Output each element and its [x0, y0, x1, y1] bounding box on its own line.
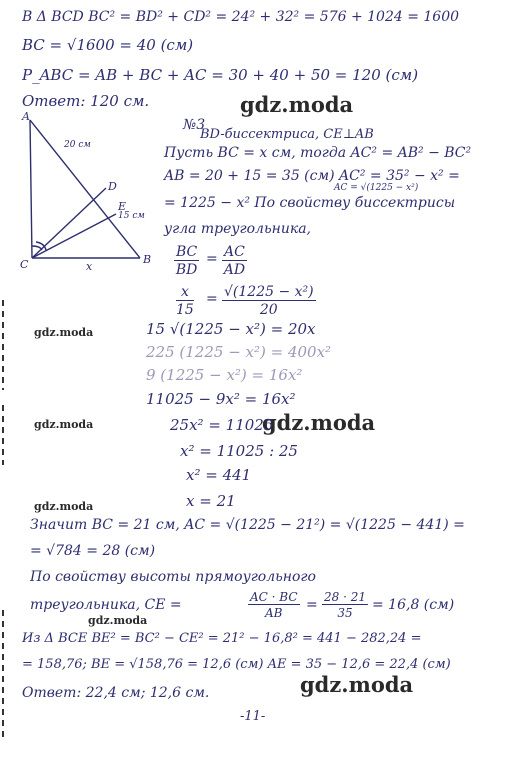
- ce-result: = 16,8 (см): [372, 597, 455, 613]
- given-line: BD-биссектриса, CE⊥AB: [200, 127, 374, 142]
- fraction-numerator: AC: [224, 244, 245, 260]
- equation-2: 225 (1225 − x²) = 400x²: [146, 343, 332, 361]
- fraction-numerator: BC: [176, 244, 198, 260]
- side-ac: [30, 120, 32, 258]
- margin-dash: [2, 405, 4, 465]
- equation-3: 9 (1225 − x²) = 16x²: [146, 366, 303, 384]
- fraction-root-20: [222, 284, 316, 318]
- vertex-b: B: [143, 253, 152, 266]
- let-line: Пусть BC = x см, тогда AC² = AB² − BC²: [164, 145, 472, 161]
- be-squared-line: Из Δ BCE BE² = BC² − CE² = 21² − 16,8² = 441 − 282,24 =: [22, 631, 422, 646]
- bisector-cd: [32, 188, 106, 258]
- fraction-denominator: 35: [337, 606, 353, 620]
- length-cb: x: [86, 260, 93, 273]
- watermark: gdz.moda: [262, 410, 376, 435]
- fraction-ce-values: [322, 590, 368, 620]
- ac-value-line: = √784 = 28 (см): [30, 543, 156, 559]
- fraction-numerator: 28 · 21: [324, 590, 366, 604]
- vertex-a: A: [22, 110, 30, 123]
- watermark: gdz.moda: [34, 326, 94, 339]
- equals-sign: =: [206, 251, 218, 267]
- fraction-denominator: BD: [175, 262, 198, 278]
- fraction-denominator: 15: [176, 302, 194, 318]
- answer-2: Ответ: 22,4 см; 12,6 см.: [22, 685, 210, 701]
- equation-1: 15 √(1225 − x²) = 20x: [146, 320, 316, 338]
- fraction-numerator: x: [176, 284, 194, 301]
- height-ce: [32, 214, 116, 258]
- fraction-denominator: 20: [259, 302, 278, 318]
- fraction-numerator: AC · BC: [250, 590, 298, 604]
- fraction-denominator: AD: [223, 262, 246, 278]
- watermark: gdz.moda: [300, 672, 414, 697]
- vertex-e: E: [118, 200, 127, 213]
- watermark: gdz.moda: [34, 500, 94, 513]
- ab-line: AB = 20 + 15 = 35 (см) AC² = 35² − x² =: [164, 168, 460, 184]
- watermark: gdz.moda: [240, 92, 354, 117]
- therefore-line: Значит BC = 21 см, AC = √(1225 − 21²) = √(1225 − 441) =: [30, 517, 465, 533]
- length-db: 15 см: [118, 211, 145, 221]
- fraction-ac-ad: [222, 244, 247, 278]
- angle-line: угла треугольника,: [164, 221, 311, 237]
- answer-1: Ответ: 120 см.: [22, 92, 150, 110]
- margin-dash: [2, 610, 4, 740]
- vertex-c: C: [20, 258, 29, 271]
- fraction-denominator: AB: [265, 606, 283, 620]
- length-ad: 20 см: [64, 140, 91, 150]
- ce-line: треугольника, CE =: [30, 597, 182, 613]
- fraction-x-15: [176, 284, 194, 318]
- problem-number: №3: [183, 117, 206, 133]
- fraction-ce-formula: [248, 590, 300, 620]
- ac-note: AC = √(1225 − x²): [334, 183, 419, 193]
- watermark: gdz.moda: [34, 418, 94, 431]
- equation-8: x = 21: [186, 492, 236, 510]
- vertex-d: D: [108, 180, 117, 193]
- equation-4: 11025 − 9x² = 16x²: [146, 390, 296, 408]
- height-property-line: По свойству высоты прямоугольного: [30, 569, 316, 585]
- line-perimeter: P_ABC = AB + BC + AC = 30 + 40 + 50 = 120 (см): [22, 66, 419, 84]
- fraction-numerator: √(1225 − x²): [224, 284, 314, 300]
- margin-dash: [2, 300, 4, 390]
- equals-sign: =: [206, 291, 218, 307]
- page-number: -11-: [240, 709, 266, 724]
- line-bc-squared: В Δ BCD BC² = BD² + CD² = 24² + 32² = 576 + 1024 = 1600: [22, 9, 460, 25]
- equation-5: 25x² = 11025: [170, 416, 274, 434]
- be-value-line: = 158,76; BE = √158,76 = 12,6 (см) AE = 35 − 12,6 = 22,4 (см): [22, 657, 451, 672]
- line-bc-value: BC = √1600 = 40 (см): [22, 36, 194, 54]
- property-line: = 1225 − x² По свойству биссектрисы: [164, 195, 456, 211]
- fraction-bc-bd: [174, 244, 199, 278]
- equation-6: x² = 11025 : 25: [180, 442, 298, 460]
- equals-sign: =: [306, 597, 318, 613]
- watermark: gdz.moda: [88, 614, 148, 627]
- equation-7: x² = 441: [186, 466, 252, 484]
